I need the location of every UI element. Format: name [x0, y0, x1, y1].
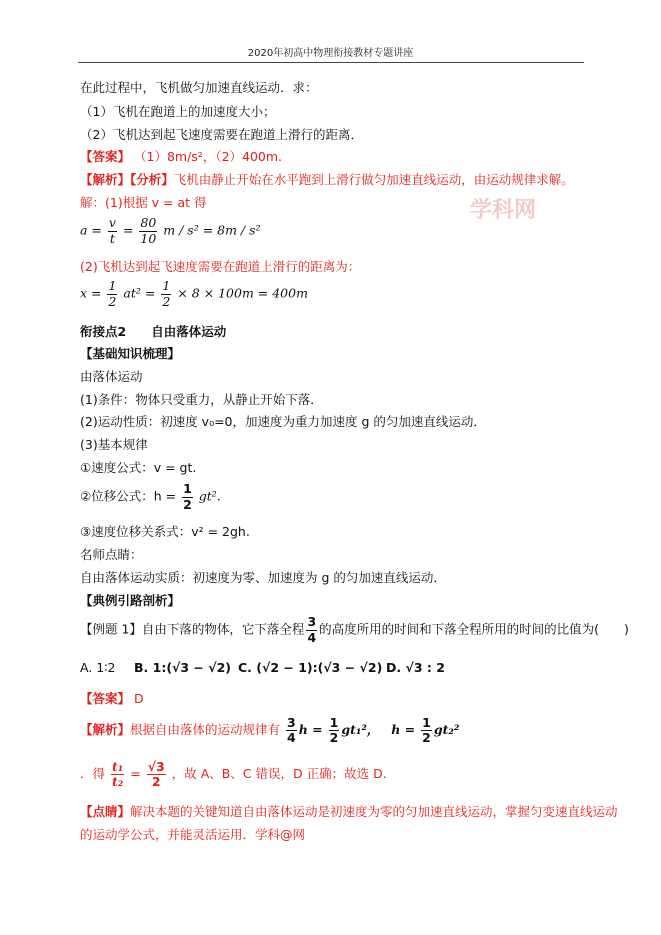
tip-text-1: 解决本题的关键知道自由落体运动是初速度为零的匀加速直线运动，掌握匀变速直线运动 [130, 804, 618, 819]
page-header: 2020年初高中物理衔接教材专题讲座 [247, 48, 414, 59]
analysis-text: 飞机由静止开始在水平跑到上滑行做匀加速直线运动，由运动规律求解。 [173, 172, 574, 187]
q-frac-den: 4 [307, 629, 317, 645]
q-frac-num: 3 [307, 614, 317, 629]
question-2: （2）飞机达到起飞速度需要在跑道上滑行的距离． [80, 127, 363, 142]
example-analysis-label: 【解析】 [80, 722, 131, 737]
rules-line: (3)基本规律 [80, 437, 148, 452]
tips-text: 自由落体运动实质：初速度为零、加速度为 g 的匀加速直线运动． [80, 570, 446, 585]
res-post: ，故 A、B、C 错误，D 正确；故选 D. [171, 766, 387, 781]
solution-step-2: (2)飞机达到起飞速度需要在跑道上滑行的距离为： [80, 259, 361, 274]
eq1-frac-num: v [108, 215, 116, 230]
header-rule [78, 62, 584, 63]
res-pre: ．得 [80, 766, 106, 781]
eq2-frac-b-num: 1 [162, 278, 171, 293]
eq2-frac-b [161, 280, 171, 308]
r2-frac-den: 2 [183, 496, 192, 512]
q-frac [306, 616, 317, 644]
r2-frac [182, 483, 193, 511]
analysis-block [80, 172, 574, 188]
tip-label: 【点睛】 [80, 804, 131, 819]
eq1-rhs: m / s² = 8m / s² [163, 222, 261, 238]
knowledge-heading: 【基础知识梳理】 [80, 346, 181, 361]
res-frac-sqrt3-den: 2 [151, 774, 161, 789]
example-question [80, 616, 629, 644]
answer-text: （1）8m/s²，（2）400m. [134, 149, 283, 164]
an-frac-34-num: 3 [287, 714, 296, 730]
option-c: C. (√2 − 1):(√3 − √2) [238, 660, 383, 675]
an-frac-34 [286, 714, 297, 745]
r2-pre: ②位移公式：h = [80, 488, 177, 504]
equation-1 [80, 217, 261, 245]
q-post: 的高度所用的时间和下落全程所用的时间的比值为( ) [319, 621, 629, 637]
eq1-frac-den: t [109, 230, 115, 246]
tips-label: 名师点睛： [80, 547, 143, 562]
eq2-frac-a-num: 1 [108, 278, 117, 293]
res-frac-t [111, 758, 124, 789]
an-frac-12-num: 1 [329, 714, 339, 730]
res-eq: = [130, 766, 141, 781]
an-frac-12-den: 2 [329, 730, 339, 745]
equation-2 [80, 280, 308, 308]
res-frac-sqrt3-num: √3 [147, 758, 165, 774]
example-answer-value: D [134, 691, 144, 706]
r2-frac-num: 1 [183, 481, 192, 496]
example-analysis-text: 根据自由落体的运动规律有 [130, 722, 281, 737]
an-frac-12 [329, 714, 340, 745]
example-analysis [80, 716, 459, 745]
eq1-lhs: a = [80, 222, 102, 238]
analysis-label: 【解析】【分析】 [80, 172, 174, 187]
res-frac-t-num: t₁ [112, 758, 124, 774]
eq2-lhs: x = [80, 285, 102, 301]
eq1-frac-80-10 [139, 217, 157, 245]
tip-line-2: 的运动学公式，并能灵活运用．学科@网 [80, 827, 306, 842]
eq2-frac-a [107, 280, 117, 308]
tip-line-1 [80, 804, 618, 820]
question-1: （1）飞机在跑道上的加速度大小； [80, 104, 276, 119]
r2-post: gt². [198, 488, 221, 504]
condition-line: (1)条件：物体只受重力，从静止开始下落． [80, 392, 323, 407]
section-title: 衔接点2 自由落体运动 [80, 324, 227, 339]
an-frac-12b-num: 1 [422, 714, 431, 730]
intro-line: 在此过程中，飞机做匀加速直线运动．求： [80, 80, 318, 95]
eq1-frac2-den: 10 [140, 230, 157, 246]
example-result [80, 760, 387, 789]
an-mid: h = [298, 722, 323, 737]
eq2-frac-a-den: 2 [108, 293, 117, 309]
an-g2: gt₂² [433, 722, 460, 737]
eq2-frac-b-den: 2 [162, 293, 171, 309]
velocity-displacement-formula: ③速度位移关系式：v² = 2gh. [80, 524, 250, 539]
an-frac-34-den: 4 [287, 730, 296, 745]
an-frac-12b [421, 714, 432, 745]
nature-line: (2)运动性质：初速度 v₀=0，加速度为重力加速度 g 的匀加速直线运动． [80, 414, 486, 429]
eq2-mid: at² = [123, 285, 156, 301]
eq1-mid: = [122, 222, 134, 238]
topic-line: 由落体运动 [80, 369, 143, 384]
an-g1: gt₁²， [341, 722, 380, 737]
answer-block [80, 149, 282, 165]
res-frac-t-den: t₂ [112, 774, 124, 789]
option-d: D. √3 : 2 [386, 660, 445, 675]
option-a: A. 1∶2 [80, 660, 116, 675]
example-heading: 【典例引路剖析】 [80, 593, 181, 608]
an-frac-12b-den: 2 [422, 730, 431, 745]
velocity-formula: ①速度公式：v = gt. [80, 460, 197, 475]
eq1-frac-vt [108, 217, 117, 245]
displacement-formula [80, 483, 221, 511]
q-pre: 【例题 1】自由下落的物体，它下落全程 [80, 621, 305, 637]
option-b: B. 1:(√3 − √2) [134, 660, 231, 675]
eq1-frac2-num: 80 [140, 215, 157, 230]
example-answer-label: 【答案】 [80, 691, 131, 706]
eq2-rhs: × 8 × 100m = 400m [177, 285, 308, 301]
solution-step-1: 解：(1)根据 v = at 得 [80, 195, 207, 210]
watermark-logo: 学科网 [470, 198, 537, 223]
res-frac-sqrt3 [147, 758, 166, 789]
example-answer [80, 691, 144, 707]
an-h: h = [391, 722, 416, 737]
answer-label: 【答案】 [80, 149, 131, 164]
